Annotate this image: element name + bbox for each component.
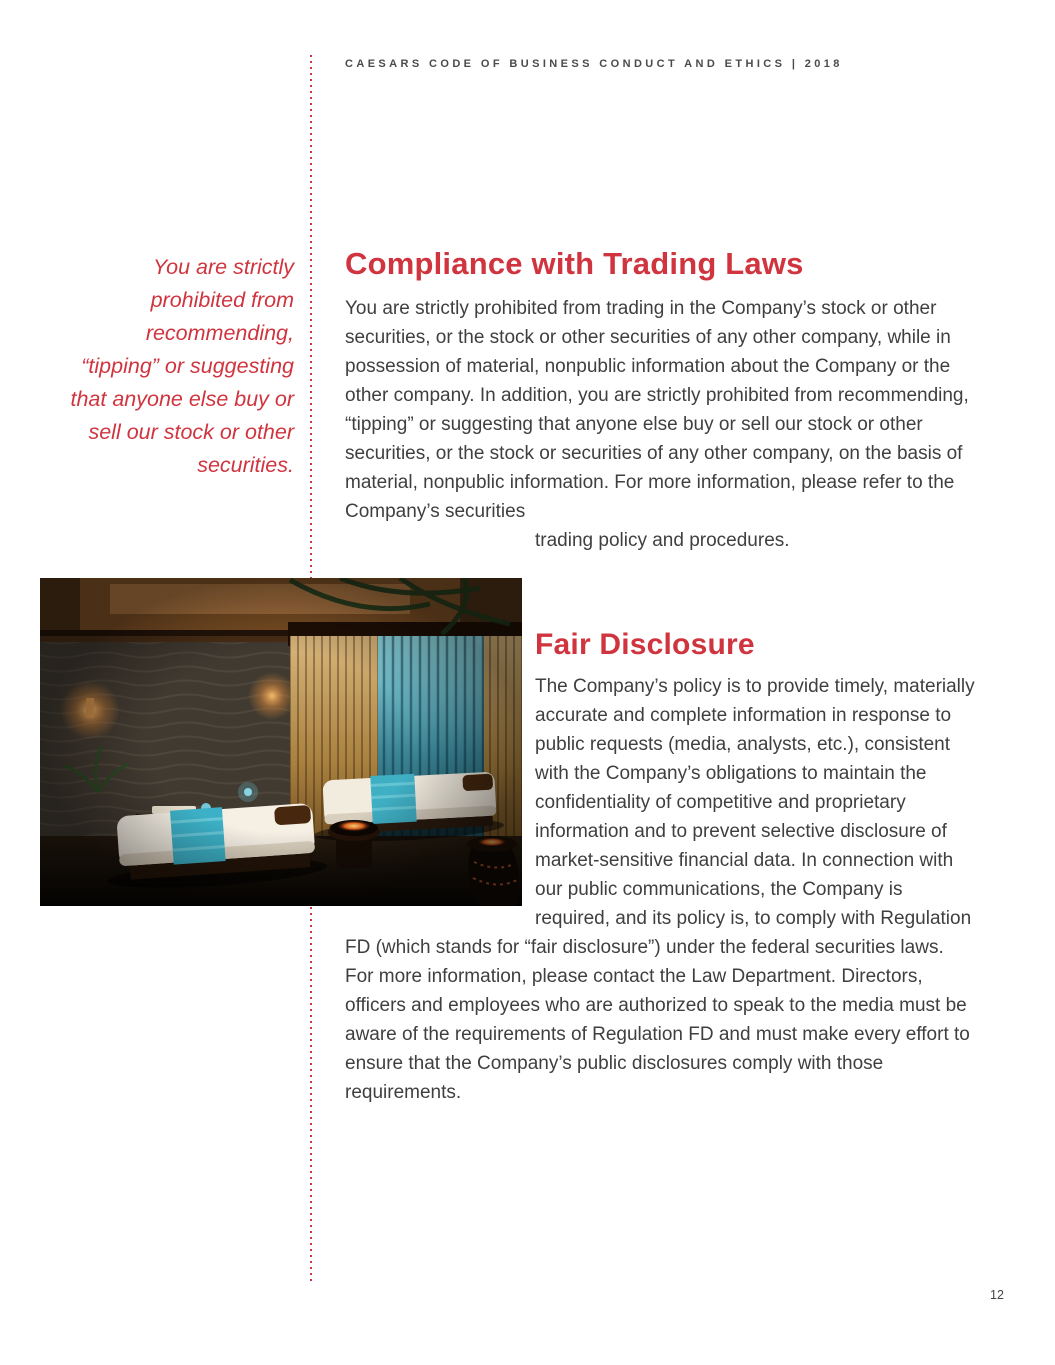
section-compliance-trading-laws (345, 246, 977, 555)
section-body-trading-tail: trading policy and procedures. (535, 530, 790, 551)
section-body-trading: You are strictly prohibited from trading in the Company’s stock or other securities, or the stock or other securities of any other company, while in possession of material, nonpublic information about the Company or the other company. In addition, you are strictly prohibited from recommending, “tipping” or suggesting that anyone else buy or sell our stock or other securities, or the stock or securities of any other company, on the basis of material, nonpublic information. For more information, please refer to the Company’s securities (345, 298, 969, 522)
section-body-fair-disclosure: The Company’s policy is to provide timely, materially accurate and complete information in response to public requests (media, analysts, etc.), consistent with the Company’s obligations to maintain the confidentiality of competitive and proprietary information and to prevent selective disclosure of market-sensitive financial data. In connection with our public communications, the Company is required, and its policy is, to comply with Regulation FD (which stands for “fair disclosure”) under the federal securities laws. For more information, please contact the Law Department. Directors, officers and employees who are authorized to speak to the media must be aware of the requirements of Regulation FD and must make every effort to ensure that the Company’s public disclosures comply with those requirements. (345, 676, 975, 1103)
section-heading-fair-disclosure: Fair Disclosure (535, 628, 755, 661)
document-header: CAESARS CODE OF BUSINESS CONDUCT AND ETHICS | 2018 (345, 58, 843, 70)
pull-quote: You are strictly prohibited from recommending, “tipping” or suggesting that anyone else buy or sell our stock or other securities. (70, 255, 294, 477)
page-number: 12 (990, 1288, 1004, 1302)
spa-photo-illustration (40, 578, 522, 906)
spa-treatment-room-photo (40, 578, 522, 906)
section-heading-trading: Compliance with Trading Laws (345, 246, 804, 281)
